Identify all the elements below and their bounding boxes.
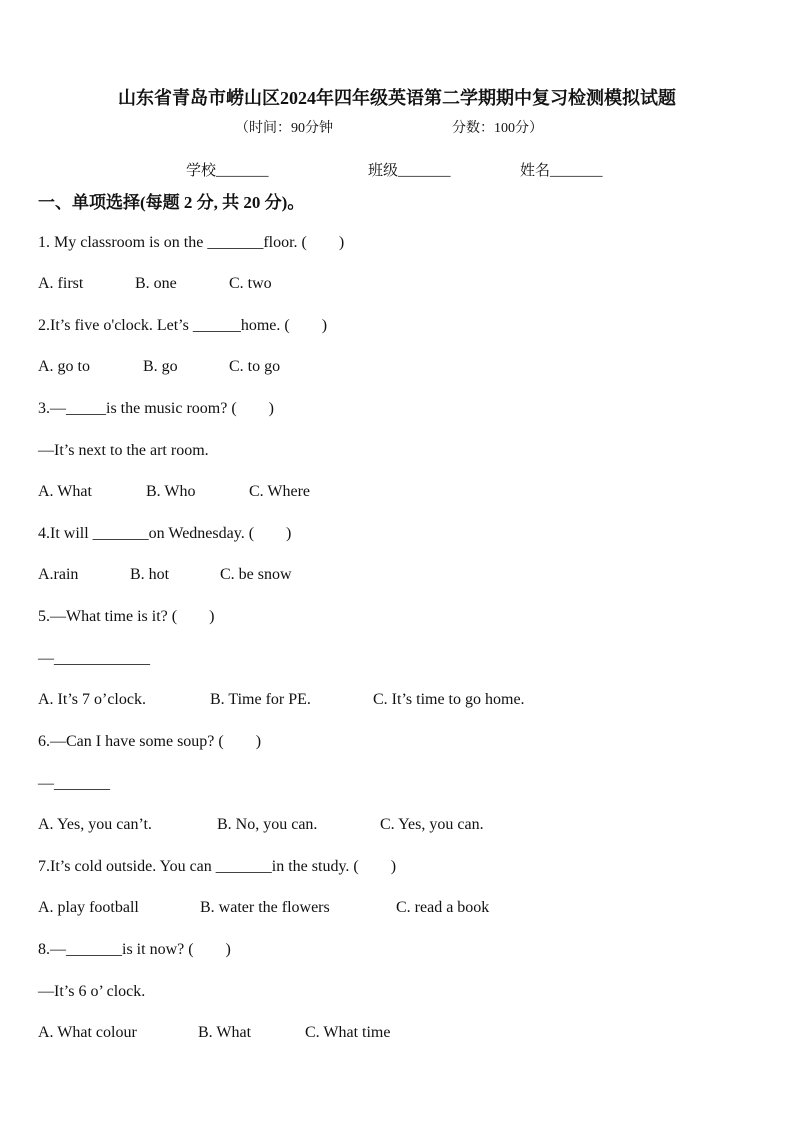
exam-time: （时间：90分钟 (235, 121, 333, 136)
question-6-option-c: C. Yes, you can. (380, 816, 484, 833)
question-2-option-a: A. go to (38, 358, 90, 375)
class-field: 班级_______ (368, 163, 451, 179)
question-6-reply: —_______ (38, 775, 110, 792)
question-2-option-b: B. go (143, 358, 178, 375)
question-8-option-a: A. What colour (38, 1024, 137, 1041)
question-3-stem: 3.—_____is the music room? ( ) (38, 400, 274, 417)
question-3-option-c: C. Where (249, 483, 311, 500)
question-6-stem: 6.—Can I have some soup? ( ) (38, 733, 262, 750)
question-5-option-c: C. It’s time to go home. (373, 691, 525, 708)
question-8-stem: 8.—_______is it now? ( ) (38, 941, 231, 958)
question-3-reply: —It’s next to the art room. (38, 442, 209, 459)
question-6-option-b: B. No, you can. (217, 816, 318, 833)
question-4-option-a: A.rain (38, 566, 79, 583)
question-4-option-c: C. be snow (220, 566, 292, 583)
question-5-reply: —____________ (38, 650, 150, 667)
question-4-option-b: B. hot (130, 566, 170, 583)
exam-title: 山东省青岛市崂山区2024年四年级英语第二学期期中复习检测模拟试题 (118, 88, 676, 108)
question-6-option-a: A. Yes, you can’t. (38, 816, 152, 833)
question-5-stem: 5.—What time is it? ( ) (38, 608, 215, 625)
question-5-option-a: A. It’s 7 o’clock. (38, 691, 146, 708)
name-field: 姓名_______ (520, 163, 603, 179)
question-3-option-b: B. Who (146, 483, 196, 500)
question-2-stem: 2.It’s five o'clock. Let’s ______home. ( ) (38, 317, 328, 334)
exam-score: 分数：100分） (452, 121, 543, 136)
question-4-stem: 4.It will _______on Wednesday. ( ) (38, 525, 292, 542)
question-7-option-a: A. play football (38, 899, 139, 916)
question-1-option-b: B. one (135, 275, 177, 292)
question-1-stem: 1. My classroom is on the _______floor. ( ) (38, 234, 345, 251)
question-1-option-a: A. first (38, 275, 84, 292)
question-5-option-b: B. Time for PE. (210, 691, 311, 708)
question-8-reply: —It’s 6 o’ clock. (38, 983, 146, 1000)
question-3-option-a: A. What (38, 483, 92, 500)
question-8-option-b: B. What (198, 1024, 252, 1041)
question-7-option-b: B. water the flowers (200, 899, 330, 916)
question-1-option-c: C. two (229, 275, 272, 292)
school-field: 学校_______ (186, 163, 269, 179)
question-7-option-c: C. read a book (396, 899, 490, 916)
question-8-option-c: C. What time (305, 1024, 391, 1041)
question-2-option-c: C. to go (229, 358, 281, 375)
section-title: 一、单项选择(每题 2 分, 共 20 分)。 (38, 193, 305, 212)
question-7-stem: 7.It’s cold outside. You can _______in the study. ( ) (38, 858, 397, 875)
